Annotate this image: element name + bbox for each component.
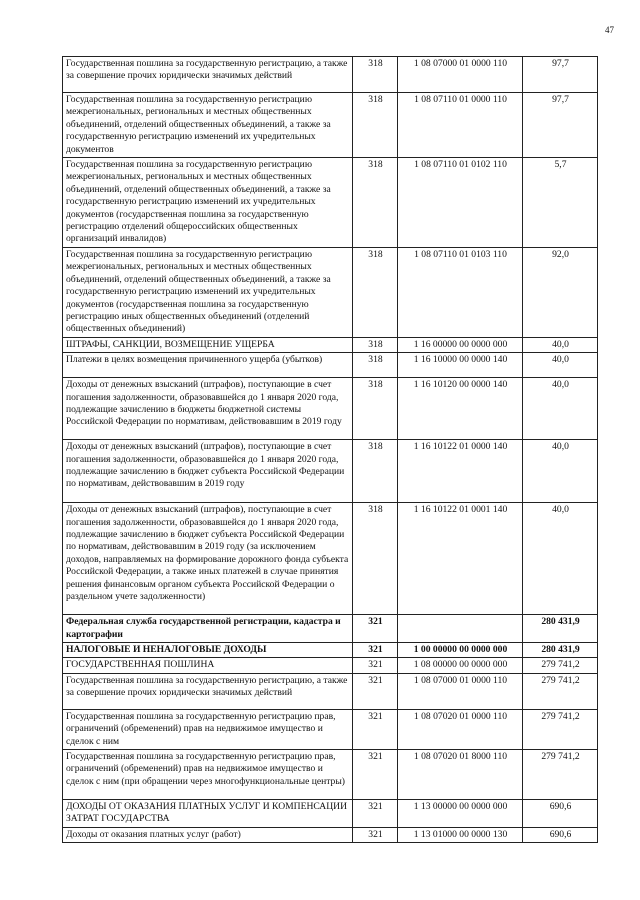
income-name-cell: Государственная пошлина за государственную регистрацию прав, ограничений (обременений) прав на недвижимое имущество и сделок с ним (при обращении через многофункциональные центры): [63, 749, 353, 799]
administrator-code-cell: 321: [353, 615, 398, 643]
amount-cell: 40,0: [523, 353, 598, 378]
administrator-code-cell: 321: [353, 749, 398, 799]
income-name-cell: Платежи в целях возмещения причиненного ущерба (убытков): [63, 353, 353, 378]
amount-cell: 279 741,2: [523, 709, 598, 749]
amount-cell: 40,0: [523, 337, 598, 352]
administrator-code-cell: 318: [353, 93, 398, 158]
administrator-code-cell: 318: [353, 440, 398, 503]
income-name-cell: Государственная пошлина за государственную регистрацию, а также за совершение прочих юридически значимых действий: [63, 57, 353, 93]
income-name-cell: Доходы от денежных взысканий (штрафов), поступающие в счет погашения задолженности, образовавшейся до 1 января 2020 года, подлежащие зачислению в бюджеты бюджетной системы Российской Федерации по нормативам, действовавшим в 2019 году: [63, 378, 353, 440]
table-row: [63, 247, 598, 337]
income-name-cell: Доходы от оказания платных услуг (работ): [63, 827, 353, 842]
amount-cell: 279 741,2: [523, 673, 598, 709]
table-row: [63, 378, 598, 440]
table-row: [63, 799, 598, 827]
budget-classification-code-cell: 1 08 07020 01 8000 110: [398, 749, 523, 799]
budget-classification-code-cell: 1 08 07110 01 0103 110: [398, 247, 523, 337]
administrator-code-cell: 318: [353, 353, 398, 378]
budget-classification-code-cell: 1 08 07110 01 0102 110: [398, 158, 523, 248]
administrator-code-cell: 318: [353, 158, 398, 248]
amount-cell: 690,6: [523, 799, 598, 827]
table-row: [63, 440, 598, 503]
budget-classification-code-cell: 1 13 00000 00 0000 000: [398, 799, 523, 827]
budget-classification-code-cell: 1 16 10122 01 0000 140: [398, 440, 523, 503]
budget-classification-code-cell: 1 16 10000 00 0000 140: [398, 353, 523, 378]
income-name-cell: Государственная пошлина за государственную регистрацию прав, ограничений (обременений) прав на недвижимое имущество и сделок с ним: [63, 709, 353, 749]
budget-classification-code-cell: 1 08 07000 01 0000 110: [398, 57, 523, 93]
budget-classification-code-cell: 1 16 00000 00 0000 000: [398, 337, 523, 352]
income-name-cell: Государственная пошлина за государственную регистрацию межрегиональных, региональных и местных общественных объединений, отделений общественных объединений, а также за государственную регистрацию изменений их учредительных документов (государственная пошлина за государственную регистрацию иных общественных объединений (отделений общественных объединений): [63, 247, 353, 337]
amount-cell: 97,7: [523, 57, 598, 93]
income-name-cell: НАЛОГОВЫЕ И НЕНАЛОГОВЫЕ ДОХОДЫ: [63, 642, 353, 657]
income-name-cell: Доходы от денежных взысканий (штрафов), поступающие в счет погашения задолженности, образовавшейся до 1 января 2020 года, подлежащие зачислению в бюджет субъекта Российской Федерации по нормативам, действовавшим в 2019 году (за исключением доходов, направляемых на формирование дорожного фонда субъекта Российской Федерации, а также иных платежей в случае принятия решения финансовым органом субъекта Российской Федерации о раздельном учете задолженности): [63, 503, 353, 615]
administrator-code-cell: 321: [353, 673, 398, 709]
income-name-cell: Государственная пошлина за государственную регистрацию, а также за совершение прочих юридически значимых действий: [63, 673, 353, 709]
table-row: [63, 673, 598, 709]
amount-cell: 40,0: [523, 503, 598, 615]
income-name-cell: ГОСУДАРСТВЕННАЯ ПОШЛИНА: [63, 658, 353, 673]
table-row: [63, 827, 598, 842]
page-number: 47: [605, 25, 614, 35]
budget-classification-code-cell: 1 08 07110 01 0000 110: [398, 93, 523, 158]
administrator-code-cell: 321: [353, 642, 398, 657]
administrator-code-cell: 318: [353, 57, 398, 93]
income-name-cell: Государственная пошлина за государственную регистрацию межрегиональных, региональных и местных общественных объединений, отделений общественных объединений, а также за государственную регистрацию изменений их учредительных документов: [63, 93, 353, 158]
administrator-code-cell: 318: [353, 503, 398, 615]
table-row: [63, 353, 598, 378]
income-name-cell: ШТРАФЫ, САНКЦИИ, ВОЗМЕЩЕНИЕ УЩЕРБА: [63, 337, 353, 352]
administrator-code-cell: 318: [353, 337, 398, 352]
amount-cell: 40,0: [523, 378, 598, 440]
income-name-cell: Государственная пошлина за государственную регистрацию межрегиональных, региональных и местных общественных объединений, отделений общественных объединений, а также за государственную регистрацию изменений их учредительных документов (государственная пошлина за государственную регистрацию отделений общероссийских общественных организаций инвалидов): [63, 158, 353, 248]
administrator-code-cell: 318: [353, 247, 398, 337]
amount-cell: 690,6: [523, 827, 598, 842]
table-row: [63, 709, 598, 749]
administrator-code-cell: 321: [353, 658, 398, 673]
amount-cell: 280 431,9: [523, 615, 598, 643]
budget-classification-code-cell: [398, 615, 523, 643]
administrator-code-cell: 321: [353, 799, 398, 827]
table-row: [63, 658, 598, 673]
table-row: [63, 642, 598, 657]
budget-classification-code-cell: 1 13 01000 00 0000 130: [398, 827, 523, 842]
amount-cell: 280 431,9: [523, 642, 598, 657]
table-row: [63, 503, 598, 615]
table-body: [63, 57, 598, 843]
amount-cell: 40,0: [523, 440, 598, 503]
amount-cell: 279 741,2: [523, 749, 598, 799]
budget-classification-code-cell: 1 00 00000 00 0000 000: [398, 642, 523, 657]
administrator-code-cell: 321: [353, 827, 398, 842]
amount-cell: 5,7: [523, 158, 598, 248]
administrator-code-cell: 321: [353, 709, 398, 749]
table-row: [63, 57, 598, 93]
budget-classification-code-cell: 1 16 10120 00 0000 140: [398, 378, 523, 440]
amount-cell: 92,0: [523, 247, 598, 337]
administrator-code-cell: 318: [353, 378, 398, 440]
budget-classification-code-cell: 1 16 10122 01 0001 140: [398, 503, 523, 615]
income-name-cell: Федеральная служба государственной регистрации, кадастра и картографии: [63, 615, 353, 643]
amount-cell: 97,7: [523, 93, 598, 158]
budget-revenue-table: [62, 56, 598, 843]
budget-classification-code-cell: 1 08 00000 00 0000 000: [398, 658, 523, 673]
table-row: [63, 337, 598, 352]
table-row: [63, 93, 598, 158]
budget-classification-code-cell: 1 08 07000 01 0000 110: [398, 673, 523, 709]
table-row: [63, 615, 598, 643]
income-name-cell: ДОХОДЫ ОТ ОКАЗАНИЯ ПЛАТНЫХ УСЛУГ И КОМПЕНСАЦИИ ЗАТРАТ ГОСУДАРСТВА: [63, 799, 353, 827]
table-row: [63, 749, 598, 799]
income-name-cell: Доходы от денежных взысканий (штрафов), поступающие в счет погашения задолженности, образовавшейся до 1 января 2020 года, подлежащие зачислению в бюджет субъекта Российской Федерации по нормативам, действовавшим в 2019 году: [63, 440, 353, 503]
table-row: [63, 158, 598, 248]
budget-classification-code-cell: 1 08 07020 01 0000 110: [398, 709, 523, 749]
amount-cell: 279 741,2: [523, 658, 598, 673]
